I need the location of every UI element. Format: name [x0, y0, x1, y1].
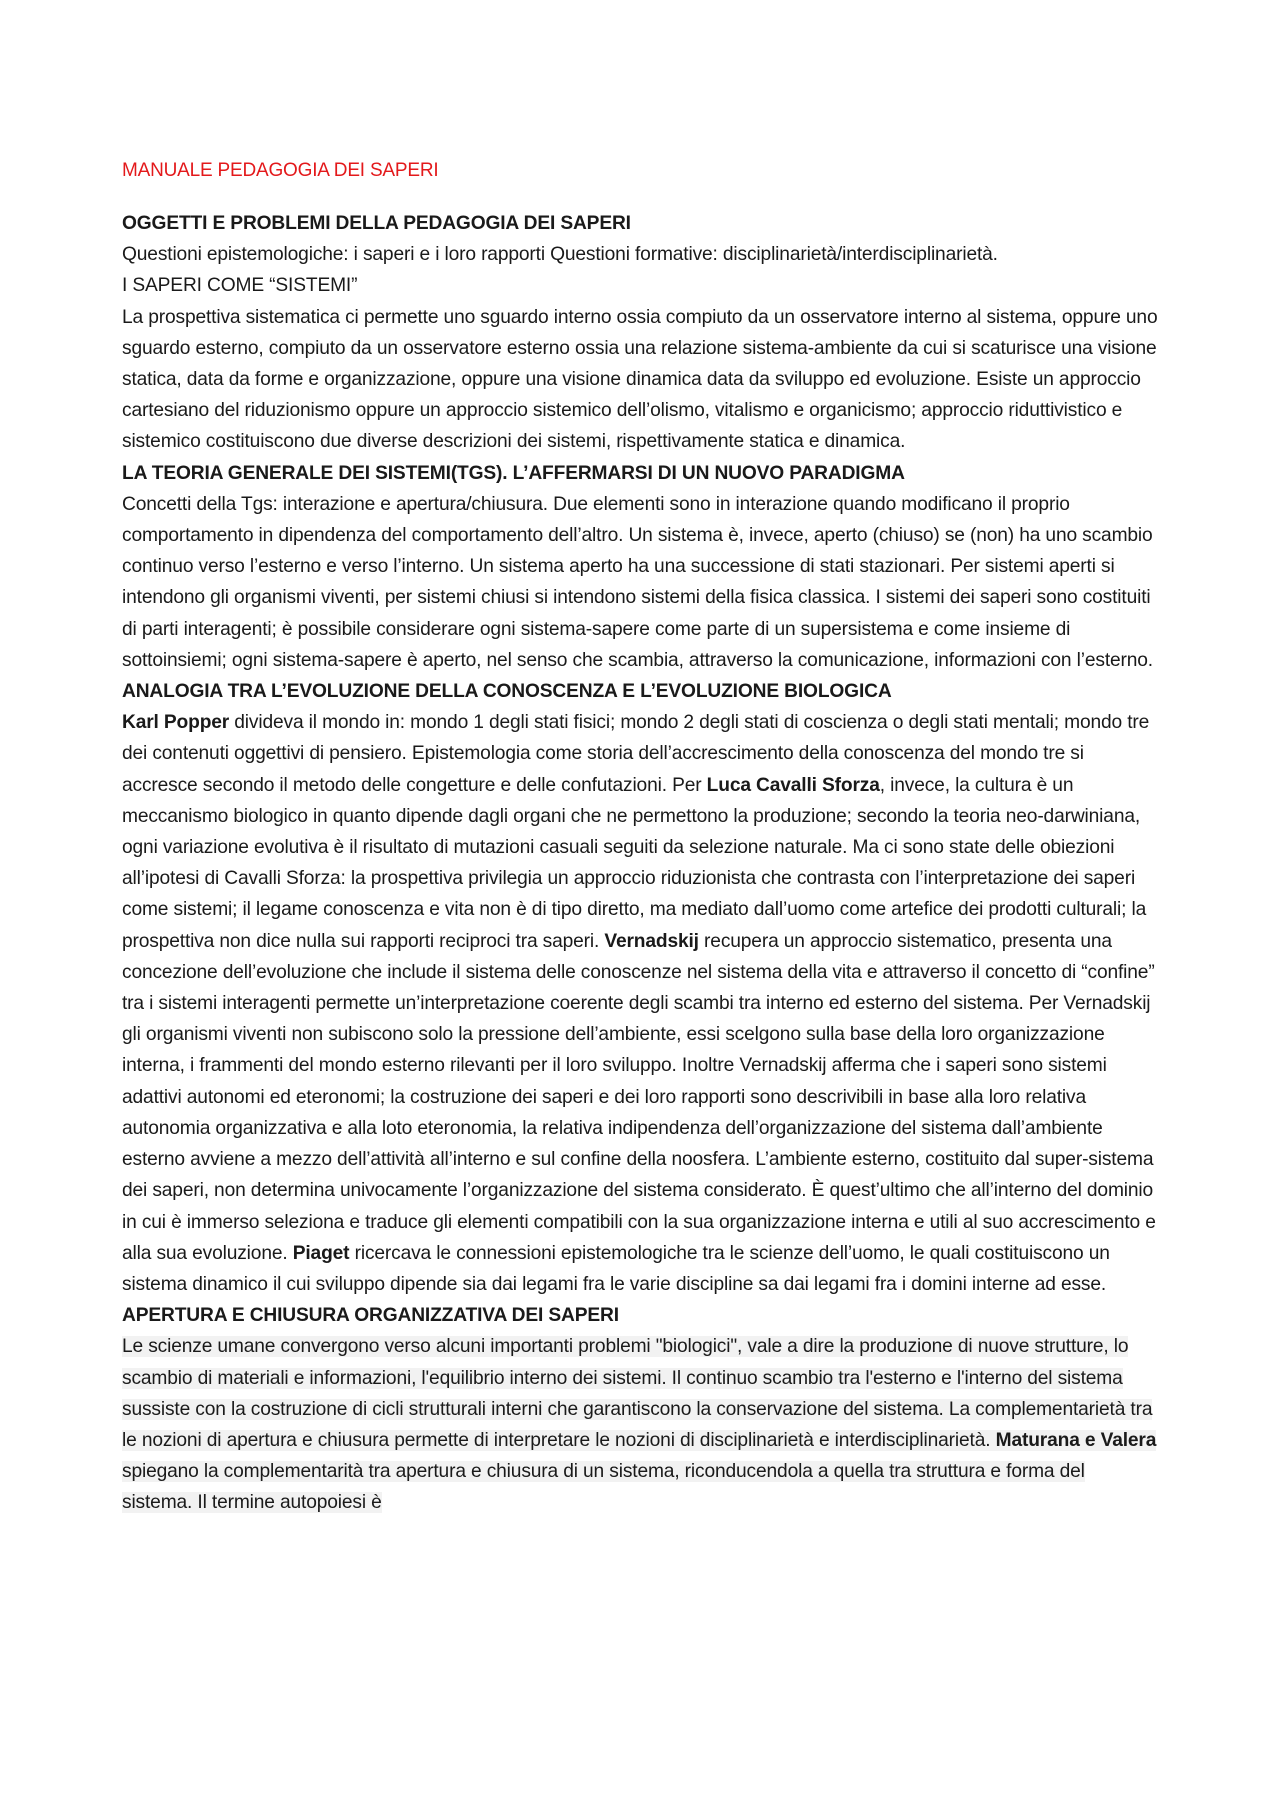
bold-author-name: Vernadskij — [604, 930, 699, 952]
bold-author-name: Karl Popper — [122, 712, 230, 734]
section-heading: LA TEORIA GENERALE DEI SISTEMI(TGS). L’AFFERMARSI DI UN NUOVO PARADIGMA — [122, 462, 905, 484]
bold-author-name: Luca Cavalli Sforza — [706, 774, 880, 796]
paragraph: Concetti della Tgs: interazione e apertura/chiusura. Due elementi sono in interazione quando modificano il proprio comportamento in dipendenza del comportamento dell’altro. Un sistema è, invece, aperto (chiuso) se (non) ha uno scambio continuo verso l’esterno e verso l’interno. Un sistema aperto ha una successione di stati stazionari. Per sistemi aperti si intendono gli organismi viventi, per sistemi chiusi si intendono sistemi della fisica classica. I sistemi dei saperi sono costituiti di parti interagenti; è possibile considerare ogni sistema-sapere come parte di un supersistema e come insieme di sottoinsiemi; ogni sistema-sapere è aperto, nel senso che scambia, attraverso la comunicazione, informazioni con l’esterno. — [122, 493, 1153, 671]
paragraph: Questioni epistemologiche: i saperi e i loro rapporti Questioni formative: disciplinarietà/interdisciplinarietà. — [122, 244, 998, 266]
paragraph — [122, 1331, 1160, 1518]
highlighted-text: Le scienze umane convergono verso alcuni importanti problemi "biologici", vale a dire la produzione di nuove strutture, lo scambio di materiali e informazioni, l'equilibrio interno dei sistemi. Il continuo scambio tra l'esterno e l'interno del sistema sussiste con la costruzione di cicli strutturali interni che garantiscono la conservazione del sistema. La complementarietà tra le nozioni di apertura e chiusura permette di interpretare le nozioni di disciplinarietà e interdisciplinarietà. Maturana e Valera spiegano la complementarità tra apertura e chiusura di un sistema, riconducendola a quella tra struttura e forma del sistema. Il termine autopoiesi è — [122, 1336, 1157, 1514]
paragraph: Karl Popper divideva il mondo in: mondo 1 degli stati fisici; mondo 2 degli stati di coscienza o degli stati mentali; mondo tre dei contenuti oggettivi di pensiero. Epistemologia come storia dell’accrescimento della conoscenza del mondo tre si accresce secondo il metodo delle congetture e delle confutazioni. Per Luca Cavalli Sforza, invece, la cultura è un meccanismo biologico in quanto dipende dagli organi che ne permettono la produzione; secondo la teoria neo-darwiniana, ogni variazione evolutiva è il risultato di mutazioni casuali seguiti da selezione naturale. Ma ci sono state delle obiezioni all’ipotesi di Cavalli Sforza: la prospettiva privilegia un approccio riduzionista che contrasta con l’interpretazione dei saperi come sistemi; il legame conoscenza e vita non è di tipo diretto, ma mediato dall’uomo come artefice dei prodotti culturali; la prospettiva non dice nulla sui rapporti reciproci tra saperi. Vernadskij recupera un approccio sistematico, presenta una concezione dell’evoluzione che include il sistema delle conoscenze nel sistema della vita e attraverso il concetto di “confine” tra i sistemi interagenti permette un’interpretazione coerente degli scambi tra interno ed esterno del sistema. Per Vernadskij gli organismi viventi non subiscono solo la pressione dell’ambiente, essi scelgono sulla base della loro organizzazione interna, i frammenti del mondo esterno rilevanti per il loro sviluppo. Inoltre Vernadskij afferma che i saperi sono sistemi adattivi autonomi ed eteronomi; la costruzione dei saperi e dei loro rapporti sono descrivibili in base alla loro relativa autonomia organizzativa e alla loto eteronomia, la relativa indipendenza dell’organizzazione del sistema dall’ambiente esterno avviene a mezzo dell’attività all’interno e sul confine della noosfera. L’ambiente esterno, costituito dal super-sistema dei saperi, non determina univocamente l’organizzazione del sistema considerato. È quest’ultimo che all’interno del dominio in cui è immerso seleziona e traduce gli elementi compatibili con la sua organizzazione interna e utili al suo accrescimento e alla sua evoluzione. Piaget ricercava le connessioni epistemologiche tra le scienze dell’uomo, le quali costituiscono un sistema dinamico il cui sviluppo dipende sia dai legami fra le varie discipline sa dai legami fra i domini interne ad esse. — [122, 712, 1156, 1295]
paragraph: La prospettiva sistematica ci permette uno sguardo interno ossia compiuto da un osservatore interno al sistema, oppure uno sguardo esterno, compiuto da un osservatore esterno ossia una relazione sistema-ambiente da cui si scaturisce una visione statica, data da forme e organizzazione, oppure una visione dinamica data da sviluppo ed evoluzione. Esiste un approccio cartesiano del riduzionismo oppure un approccio sistemico dell’olismo, vitalismo e organicismo; approccio riduttivistico e sistemico costituiscono due diverse descrizioni dei sistemi, rispettivamente statica e dinamica. — [122, 306, 1158, 453]
document-title: MANUALE PEDAGOGIA DEI SAPERI — [122, 160, 439, 181]
section-heading: ANALOGIA TRA L’EVOLUZIONE DELLA CONOSCENZA E L’EVOLUZIONE BIOLOGICA — [122, 681, 892, 703]
bold-author-name: Piaget — [292, 1242, 350, 1264]
bold-author-name: Maturana e Valera — [995, 1429, 1157, 1451]
paragraph: I SAPERI COME “SISTEMI” — [122, 275, 358, 297]
document-body — [122, 208, 1160, 1519]
section-heading: OGGETTI E PROBLEMI DELLA PEDAGOGIA DEI SAPERI — [122, 213, 631, 234]
section-heading: APERTURA E CHIUSURA ORGANIZZATIVA DEI SAPERI — [122, 1305, 619, 1327]
